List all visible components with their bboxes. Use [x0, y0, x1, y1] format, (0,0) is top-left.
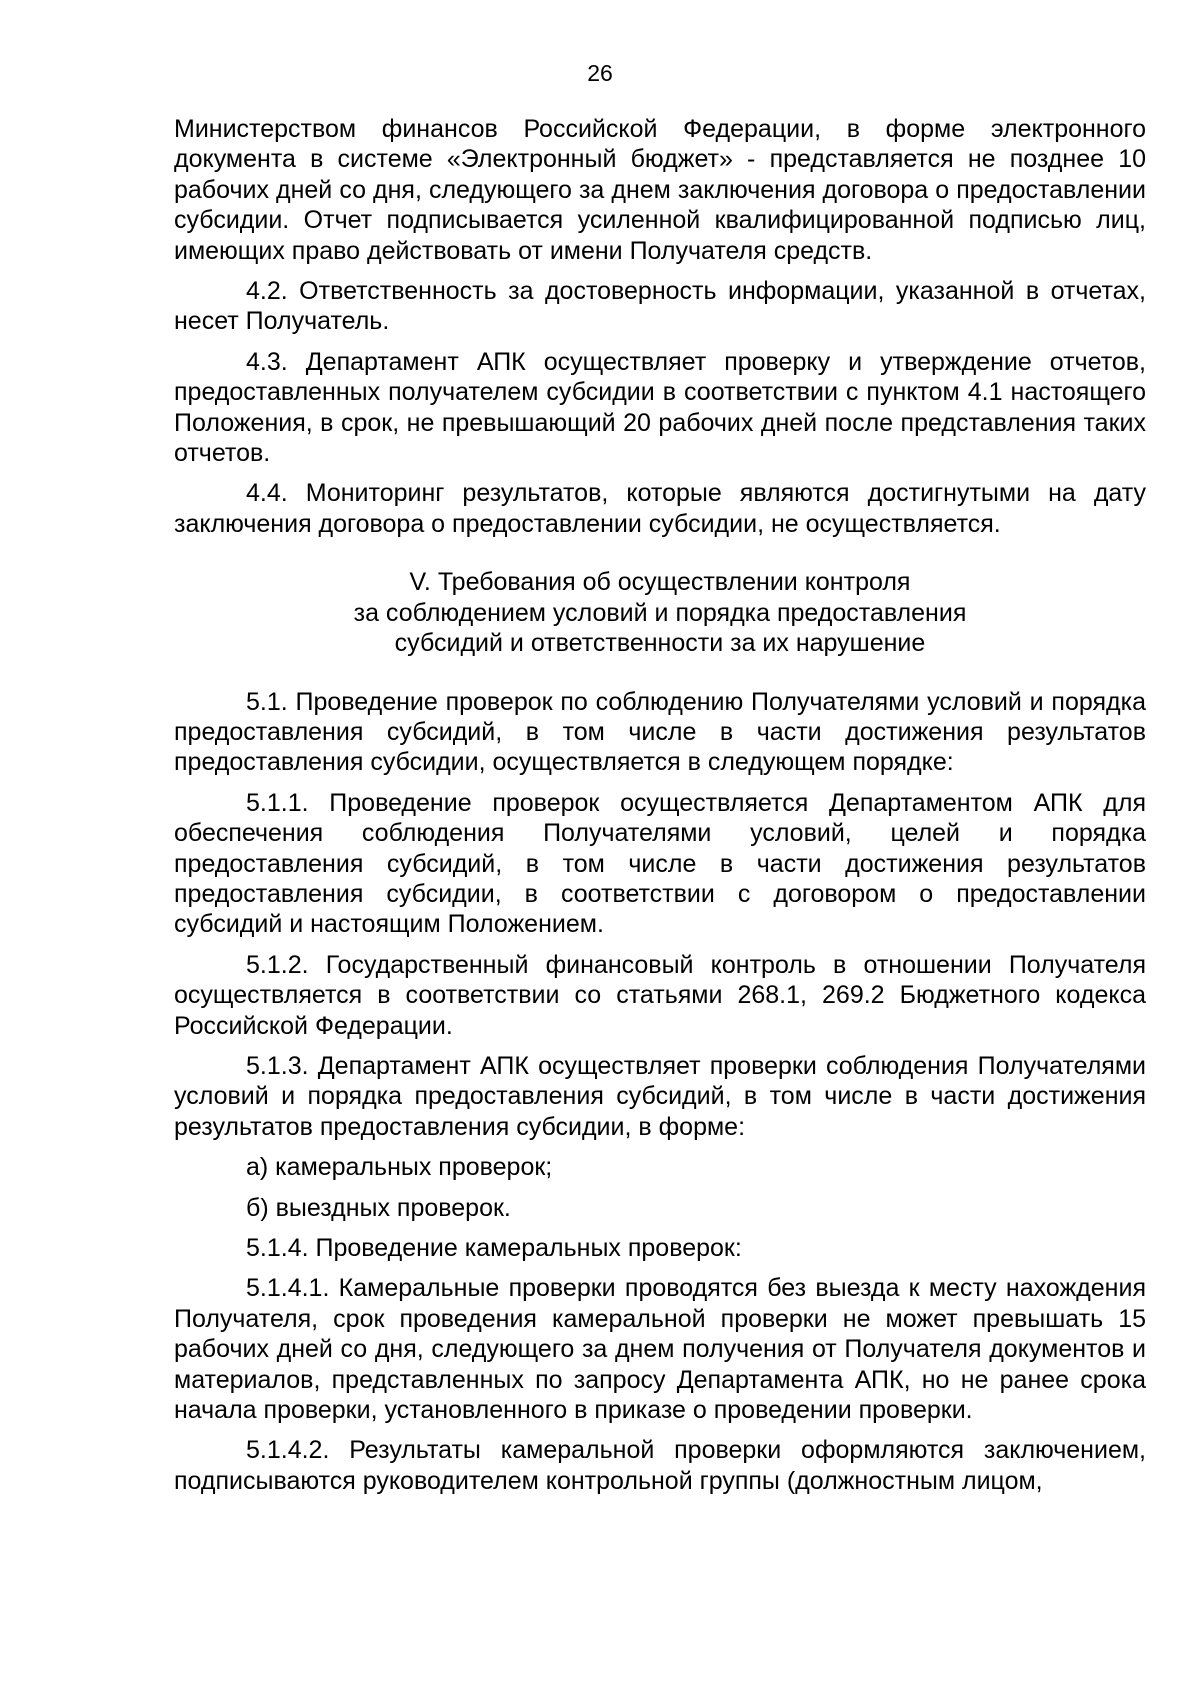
paragraph: 4.4. Мониторинг результатов, которые являются достигнутыми на дату заключения договора о предоставлении субсидии, не осуществляется. — [174, 479, 1146, 538]
document-body — [174, 114, 1146, 1506]
section-4-paragraphs — [174, 114, 1146, 539]
paragraph: 5.1.4.2. Результаты камеральной проверки оформляются заключением, подписываются руководителем контрольной группы (должностным лицом, — [174, 1436, 1146, 1495]
section-heading-line: за соблюдением условий и порядка предоставления — [353, 598, 967, 627]
paragraph: б) выездных проверок. — [246, 1193, 511, 1222]
page-number: 26 — [587, 60, 613, 86]
paragraph: 5.1.2. Государственный финансовый контроль в отношении Получателя осуществляется в соответствии со статьями 268.1, 269.2 Бюджетного кодекса Российской Федерации. — [174, 950, 1146, 1040]
paragraph: 4.3. Департамент АПК осуществляет проверку и утверждение отчетов, предоставленных получателем субсидии в соответствии с пунктом 4.1 настоящего Положения, в срок, не превышающий 20 рабочих дней после представления таких отчетов. — [174, 347, 1146, 468]
paragraph: а) камеральных проверок; — [246, 1153, 553, 1182]
paragraph: 5.1.1. Проведение проверок осуществляется Департаментом АПК для обеспечения соблюдения Получателями условий, целей и порядка предоставления субсидий, в том числе в части достижения результатов предоставления субсидии, в соответствии с договором о предоставлении субсидий и настоящим Положением. — [174, 788, 1146, 939]
paragraph: 4.2. Ответственность за достоверность информации, указанной в отчетах, несет Получатель. — [174, 277, 1146, 336]
paragraph: 5.1.4.1. Камеральные проверки проводятся без выезда к месту нахождения Получателя, срок проведения камеральной проверки не может превышать 15 рабочих дней со дня, следующего за днем получения от Получателя документов и материалов, представленных по запросу Департамента АПК, но не ранее срока начала проверки, установленного в приказе о проведении проверки. — [174, 1274, 1146, 1425]
paragraph: 5.1.4. Проведение камеральных проверок: — [246, 1234, 742, 1262]
section-5-heading — [174, 567, 1146, 658]
paragraph: 5.1. Проведение проверок по соблюдению Получателями условий и порядка предоставления субсидий, в том числе в части достижения результатов предоставления субсидии, осуществляется в следующем порядке: — [174, 687, 1146, 777]
section-5-paragraphs — [174, 687, 1146, 1497]
section-heading-line: V. Требования об осуществлении контроля — [409, 568, 911, 597]
section-heading-line: субсидий и ответственности за их нарушение — [394, 629, 926, 658]
paragraph: Министерством финансов Российской Федерации, в форме электронного документа в системе «Электронный бюджет» - представляется не позднее 10 рабочих дней со дня, следующего за днем заключения договора о предоставлении субсидии. Отчет подписывается усиленной квалифицированной подписью лиц, имеющих право действовать от имени Получателя средств. — [174, 115, 1146, 265]
paragraph: 5.1.3. Департамент АПК осуществляет проверки соблюдения Получателями условий и порядка предоставления субсидий, в том числе в части достижения результатов предоставления субсидии, в форме: — [174, 1051, 1146, 1141]
